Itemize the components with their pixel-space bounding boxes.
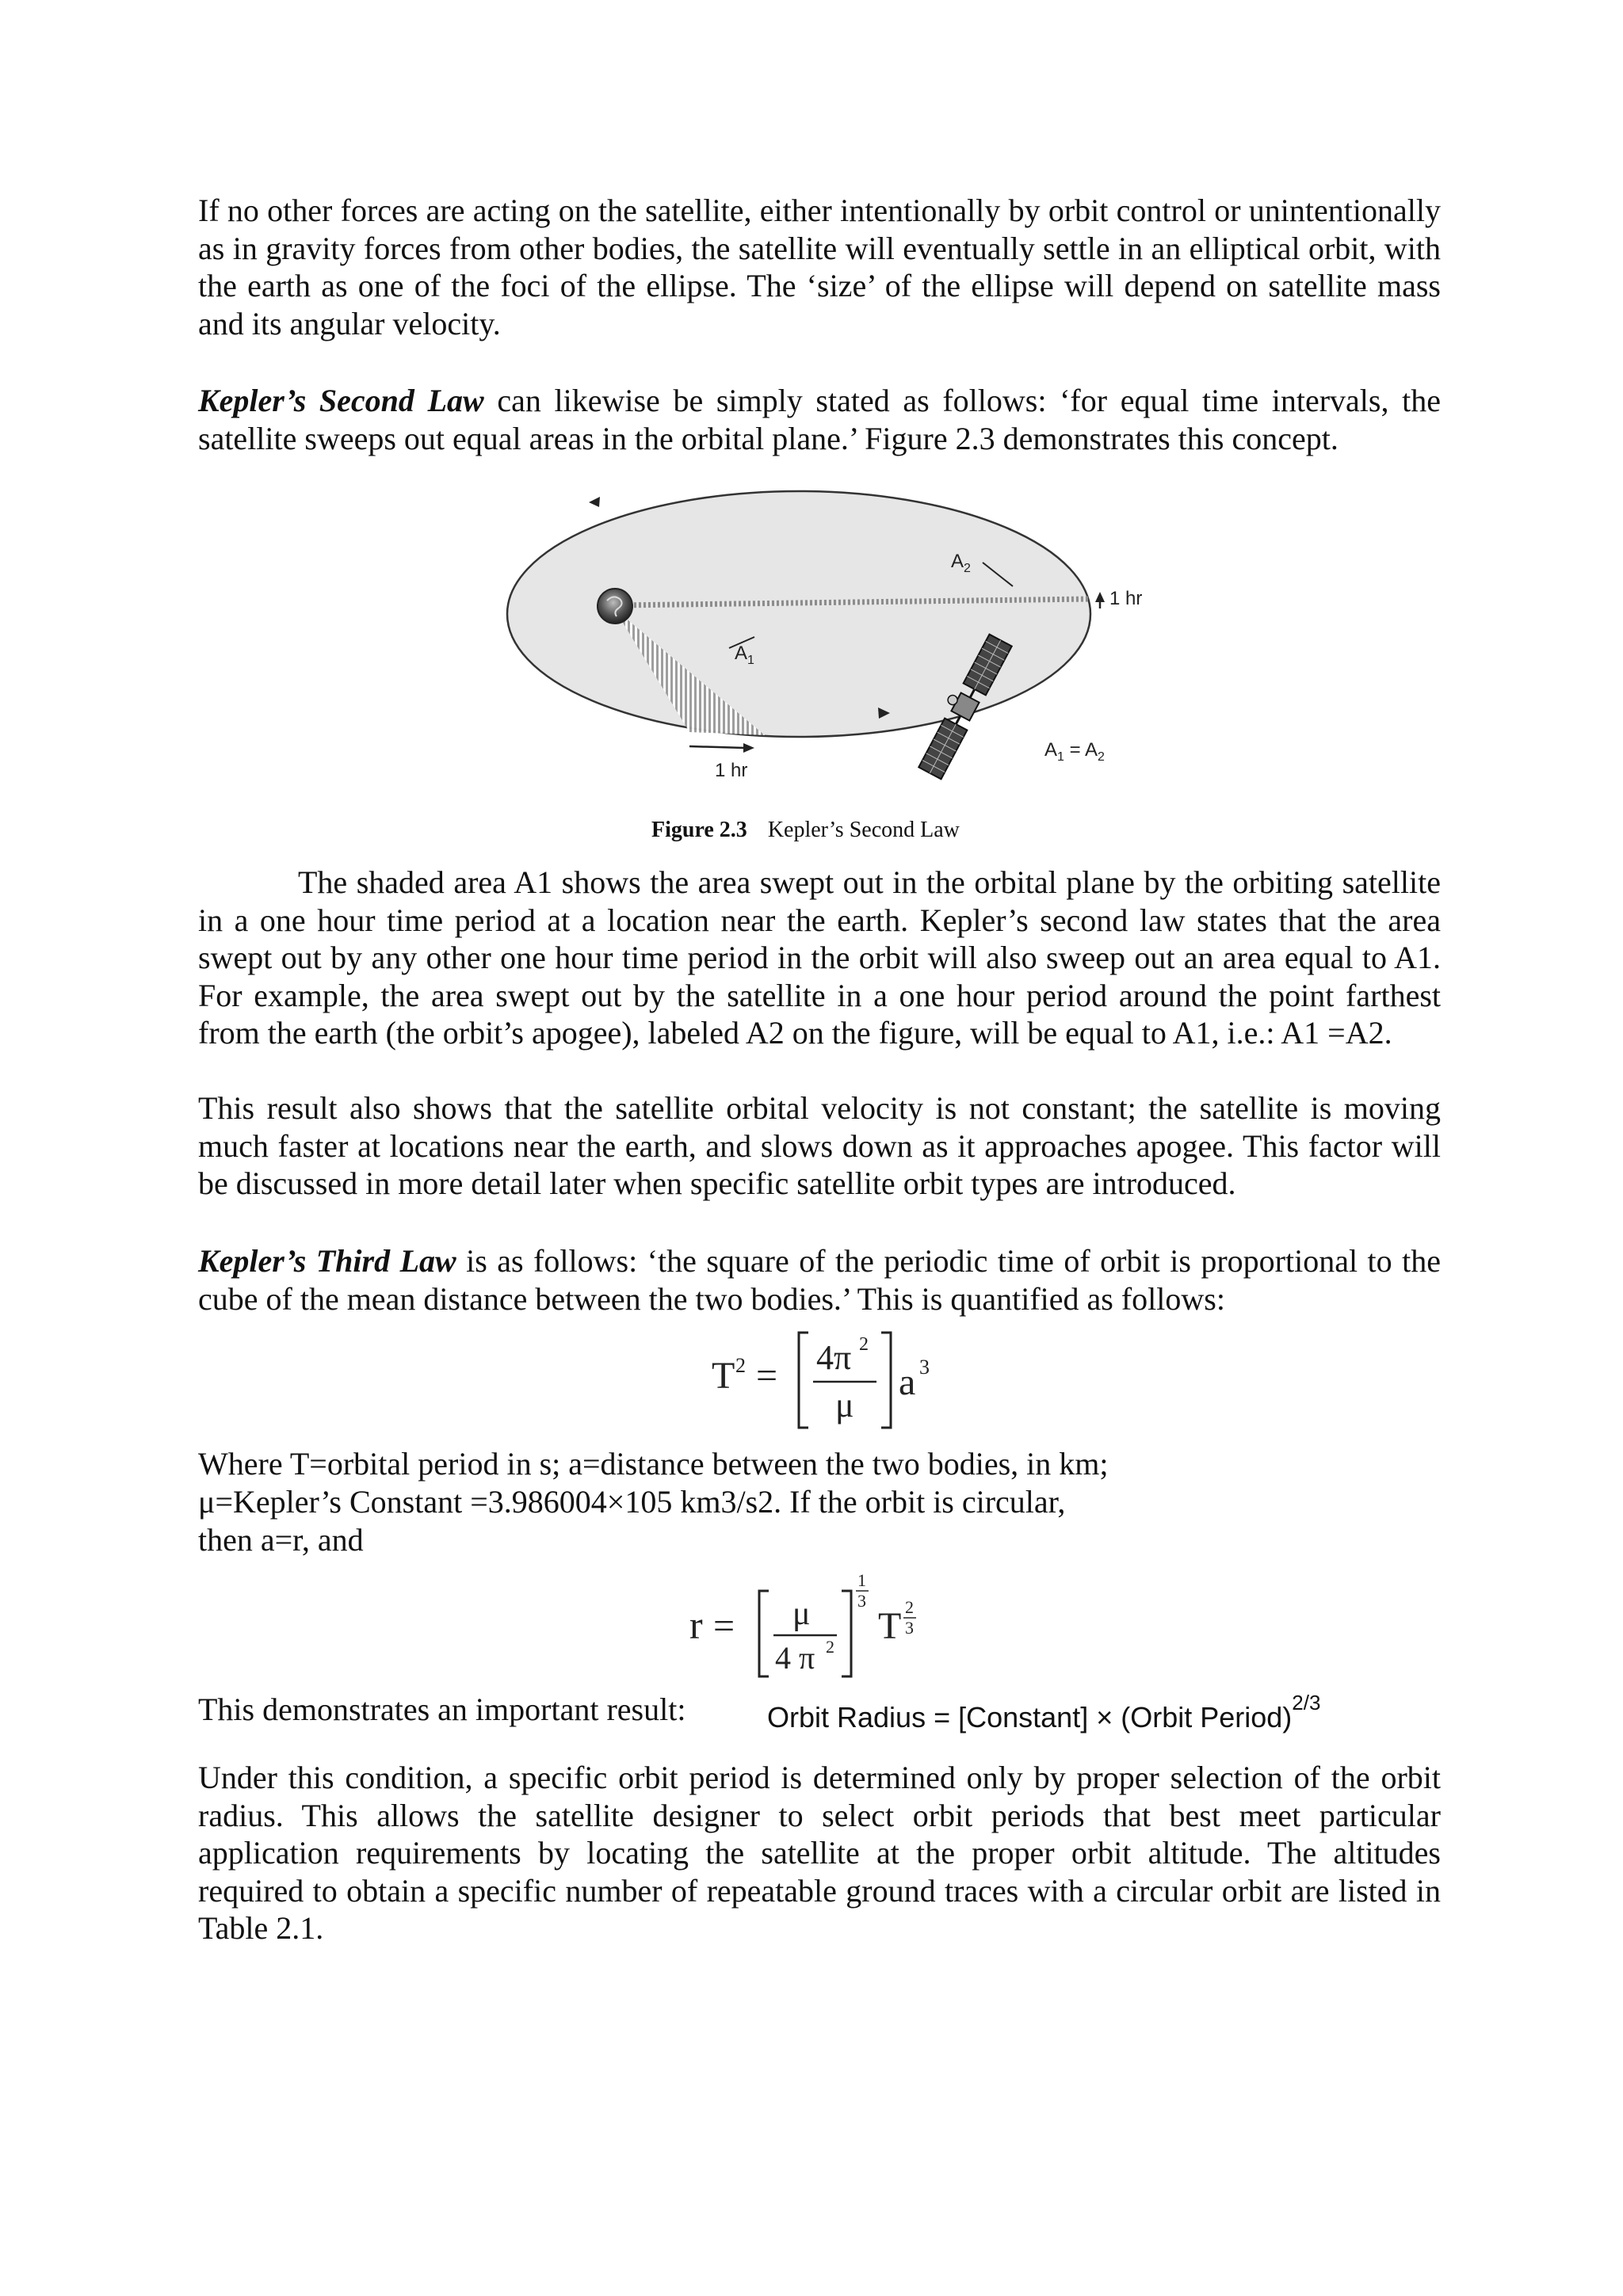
caption-title: Kepler’s Second Law: [767, 818, 960, 842]
eq2-left-bracket: [759, 1591, 769, 1676]
paragraph-second-law: [198, 382, 1441, 457]
equation-orbit-radius: [682, 1567, 951, 1690]
eq1-numerator: 4π: [816, 1338, 852, 1377]
equation-period-squared: [697, 1323, 951, 1438]
figure-keplers-second-law: [499, 467, 1149, 784]
eq2-rhs-exp-num: 2: [905, 1597, 914, 1617]
eq2-right-bracket: [842, 1591, 851, 1676]
paragraph-orbit-selection: Under this condition, a specific orbit period is determined only by proper selection of the orbit radius. This allows the satellite designer to select orbit periods that best meet particular application requirements by locating the satellite at the proper orbit altitude. The altitudes required to obtain a specific number of repeatable ground traces with a circular orbit are listed in Table 2.1.: [198, 1760, 1441, 1946]
eq2-rhs-exp-den: 3: [905, 1618, 914, 1638]
label-1hr-top: 1 hr: [1109, 588, 1143, 609]
label-a1-equals-a2: $A_1 = A_2$: [1044, 739, 1105, 764]
eq2-outer-exp-den: 3: [857, 1591, 866, 1611]
paragraph-orbit-intro: If no other forces are acting on the satellite, either intentionally by orbit control or unintentionally as in gravity forces from other bodies, the satellite will eventually settle in an elliptical orbit, with the earth as one of the foci of the ellipse. The ‘size’ of the ellipse will depend on satellite mass and its angular velocity.: [198, 193, 1441, 341]
result-label: This demonstrates an important result:: [198, 1691, 686, 1727]
definition-line-1: Where T=orbital period in s; a=distance between the two bodies, in km;: [198, 1446, 1109, 1482]
orbit-diagram: [499, 467, 1149, 784]
paragraph-orbital-velocity: This result also shows that the satellite orbital velocity is not constant; the satellite is moving much faster at locations near the earth, and slows down as it approaches apogee. This factor will be discussed in more detail later when specific satellite orbit types are introduced.: [198, 1090, 1441, 1201]
eq2-denominator-exp: 2: [826, 1637, 834, 1657]
result-formula: [767, 1691, 1320, 1734]
eq2-outer-exp-num: 1: [857, 1570, 866, 1590]
eq2-equals: =: [713, 1605, 735, 1647]
term-second-law: Kepler’s Second Law: [198, 383, 484, 418]
figure-caption: [651, 818, 960, 843]
label-1hr-bottom: 1 hr: [715, 760, 748, 781]
eq1-rhs: a: [899, 1361, 916, 1403]
third-law-text: is as follows: ‘the square of the periodic time of orbit is proportional to the cube of the mean distance between the two bodies.’ This is quantified as follows:: [198, 1243, 1441, 1317]
definition-line-2: μ=Kepler’s Constant =3.986004×105 km3/s2. If the orbit is circular,: [198, 1484, 1066, 1520]
orbit-arrow-top: [589, 497, 600, 507]
orbit-ellipse: [507, 491, 1090, 737]
eq1-lhs: T: [712, 1355, 735, 1397]
eq1-right-bracket: [881, 1333, 891, 1428]
label-a2: $A_2$: [951, 551, 971, 575]
eq1-lhs-exp: 2: [735, 1354, 746, 1377]
caption-number: Figure 2.3: [651, 818, 747, 842]
result-formula-exponent: 2/3: [1292, 1691, 1321, 1714]
earth-icon: [598, 589, 632, 624]
paragraph-shaded-area: The shaded area A1 shows the area swept out in the orbital plane by the orbiting satellite in a one hour time period at a location near the earth. Kepler’s second law states that the area swept out by any other one hour time period in the orbit will also sweep out an area equal to A1. For example, the area swept out by the satellite in a one hour period around the point farthest from the earth (the orbit’s apogee), labeled A2 on the figure, will be equal to A1, i.e.: A1 =A2.: [198, 864, 1441, 1051]
arrow-1hr-bottom: [689, 746, 745, 748]
eq2-lhs: r: [689, 1603, 703, 1647]
eq1-rhs-exp: 3: [919, 1356, 930, 1379]
eq2-denominator: 4 π: [775, 1640, 815, 1676]
eq2-numerator: μ: [792, 1596, 811, 1632]
eq1-equals: =: [756, 1355, 778, 1397]
second-law-text: can likewise be simply stated as follows: ‘for equal time intervals, the satellite sweeps out equal areas in the orbital plane.’ Figure 2.3 demonstrates this concept.: [198, 383, 1441, 456]
eq1-left-bracket: [799, 1333, 808, 1428]
eq1-numerator-exp: 2: [859, 1334, 869, 1355]
label-a1: $A_1$: [735, 643, 754, 667]
paragraph-third-law: [198, 1242, 1441, 1318]
definition-line-3: then a=r, and: [198, 1522, 364, 1558]
eq2-rhs: T: [878, 1605, 902, 1647]
eq1-denominator: μ: [835, 1386, 854, 1425]
result-formula-text: Orbit Radius = [Constant] × (Orbit Period): [767, 1701, 1293, 1733]
term-third-law: Kepler’s Third Law: [198, 1243, 456, 1279]
